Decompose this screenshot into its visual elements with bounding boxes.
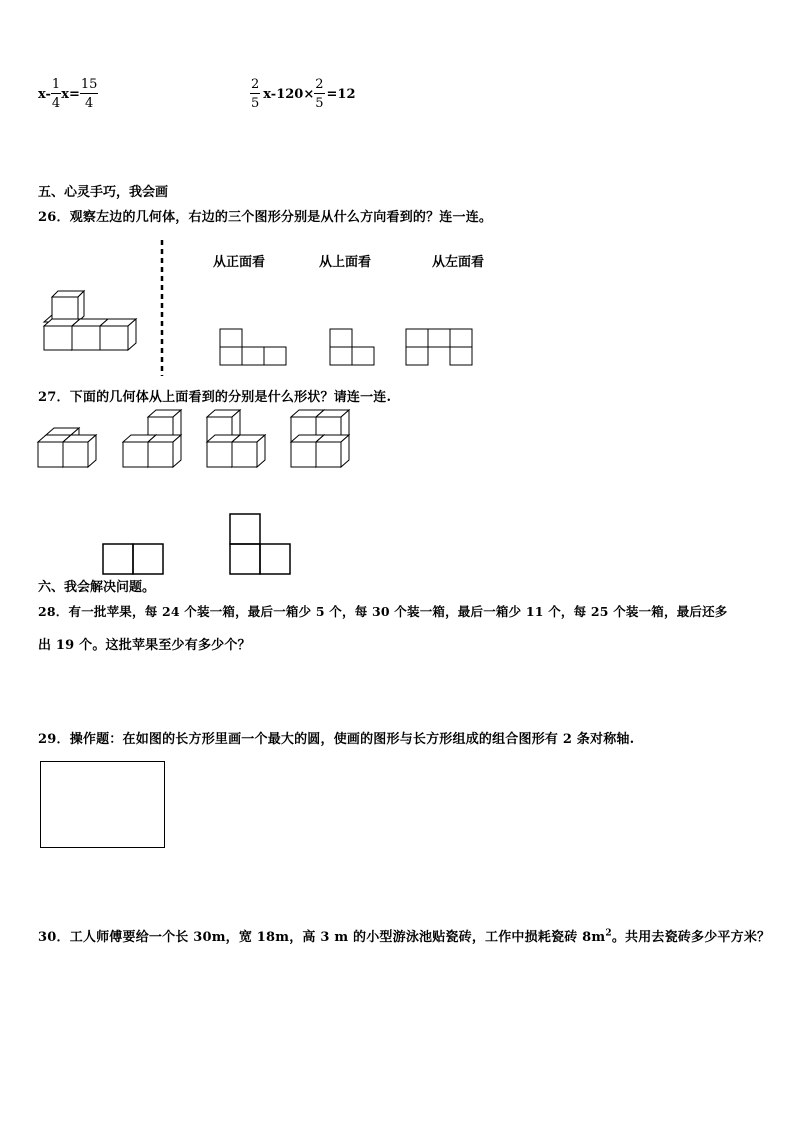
q26-view-top xyxy=(330,329,374,365)
q27-solid-1 xyxy=(38,428,96,467)
fraction-one-quarter xyxy=(51,78,61,110)
label-front-view: 从正面看 xyxy=(213,255,266,270)
equation-1-prefix: x- xyxy=(38,86,51,102)
label-left-view: 从左面看 xyxy=(432,255,485,270)
q27-top-view-l-shape xyxy=(230,514,290,574)
q27-top-view-two-squares xyxy=(103,544,163,574)
fraction-denominator: 4 xyxy=(51,96,61,111)
equation-1 xyxy=(38,78,98,110)
q29-rectangle xyxy=(40,761,165,848)
q26-view-left xyxy=(406,329,472,365)
equation-1-mid: x= xyxy=(61,86,80,102)
q26-solid-cubes xyxy=(44,291,136,350)
superscript-2: 2 xyxy=(605,928,612,939)
q27-solid-2 xyxy=(123,410,181,467)
fraction-denominator: 5 xyxy=(251,96,260,111)
question-30-text-main: 30．工人师傅要给一个长 30m，宽 18m，高 3 m 的小型游泳池贴瓷砖，工作中损耗瓷砖 8m xyxy=(38,930,606,945)
q26-view-front xyxy=(220,329,286,365)
section-5-heading: 五、心灵手巧，我会画 xyxy=(38,185,169,200)
equation-2 xyxy=(250,78,356,110)
question-26-text: 26．观察左边的几何体，右边的三个图形分别是从什么方向看到的？连一连。 xyxy=(38,210,493,225)
fraction-numerator: 2 xyxy=(315,77,324,92)
q27-solid-3 xyxy=(207,410,265,467)
fraction-numerator: 1 xyxy=(51,77,61,92)
question-27-text: 27．下面的几何体从上面看到的分别是什么形状？请连一连. xyxy=(38,390,392,405)
equation-2-suffix: =12 xyxy=(326,86,356,102)
question-29-text: 29．操作题：在如图的长方形里画一个最大的圆，使画的图形与长方形组成的组合图形有 2 条对称轴. xyxy=(38,732,635,747)
fraction-fifteen-quarters xyxy=(80,78,99,110)
section-6-heading: 六、我会解决问题。 xyxy=(38,580,156,595)
fraction-numerator: 2 xyxy=(251,77,260,92)
fraction-two-fifths xyxy=(250,78,260,110)
question-30-text-end: 。共用去瓷砖多少平方米？ xyxy=(611,930,771,945)
fraction-denominator: 4 xyxy=(84,96,94,111)
q26-figure xyxy=(0,230,794,380)
q27-figure xyxy=(0,405,794,580)
question-28-line-2: 出 19 个。这批苹果至少有多少个？ xyxy=(38,638,251,653)
label-top-view: 从上面看 xyxy=(319,255,372,270)
q27-solid-4 xyxy=(291,410,349,467)
fraction-two-fifths-second xyxy=(314,78,324,110)
question-30-text xyxy=(38,926,770,945)
equation-2-mid: x-120× xyxy=(263,86,315,102)
fraction-numerator: 15 xyxy=(80,77,98,92)
question-28-line-1: 28．有一批苹果，每 24 个装一箱，最后一箱少 5 个，每 30 个装一箱，最后一箱少 11 个，每 25 个装一箱，最后还多 xyxy=(38,604,728,619)
fraction-denominator: 5 xyxy=(315,96,324,111)
